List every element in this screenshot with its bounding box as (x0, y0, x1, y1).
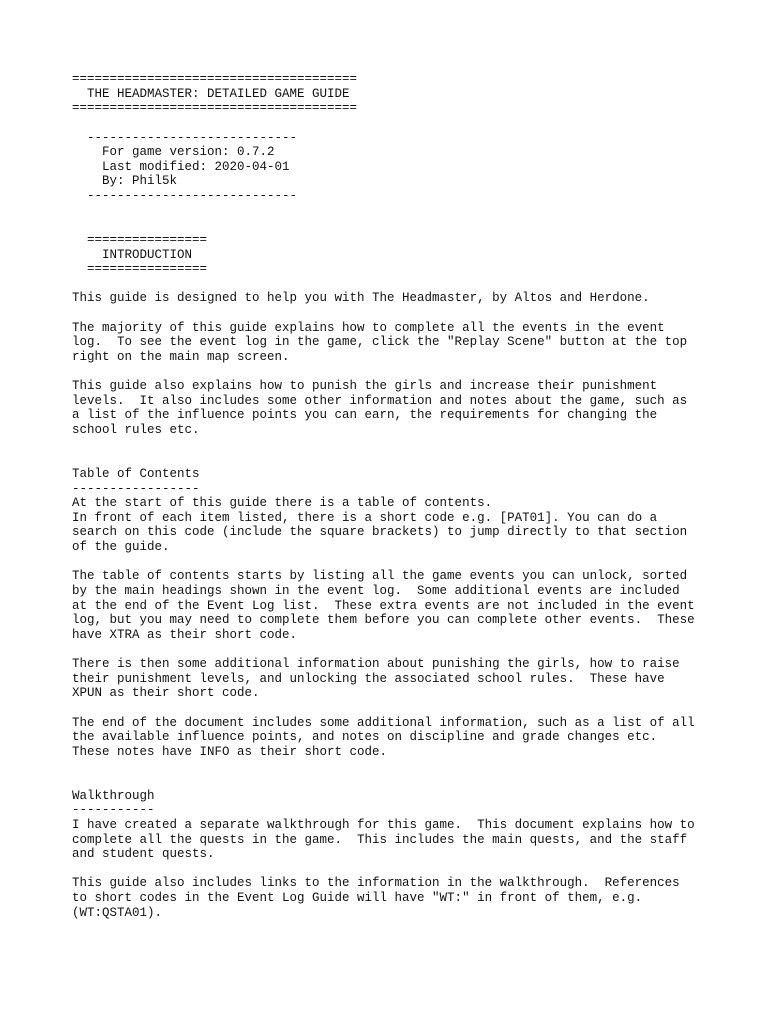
blank-line (72, 862, 732, 877)
text-line: This guide also includes links to the information in the walkthrough. References (72, 876, 680, 891)
text-line: complete all the quests in the game. This includes the main quests, and the staff (72, 832, 688, 847)
text-line: This guide is designed to help you with The Headmaster, by Altos and Herdone. (72, 291, 650, 306)
heading-rule: ====================================== (72, 101, 358, 116)
text-line: a list of the influence points you can earn, the requirements for changing the (72, 408, 658, 423)
text-line: Last modified: 2020-04-01 (72, 159, 290, 174)
blank-line (72, 116, 732, 131)
text-line: The end of the document includes some additional information, such as a list of all (72, 715, 695, 730)
section-rule: ---------------------------- (72, 189, 298, 203)
blank-line (72, 701, 732, 716)
blank-line (72, 306, 732, 321)
heading-rule: ================ (72, 232, 208, 247)
blank-line (72, 774, 732, 789)
text-line: at the end of the Event Log list. These extra events are not included in the event (72, 598, 695, 613)
text-line: INTRODUCTION (72, 247, 193, 262)
text-line: the available influence points, and notes on discipline and grade changes etc. (72, 730, 658, 745)
section-rule: ----------- (72, 803, 155, 818)
text-line: In front of each item listed, there is a short code e.g. [PAT01]. You can do a (72, 510, 658, 525)
blank-line (72, 555, 732, 570)
heading-rule: ================ (72, 262, 208, 277)
section-rule: ----------------- (72, 481, 200, 496)
document-page (72, 72, 732, 920)
text-line: (WT:QSTA01). (72, 905, 163, 920)
blank-line (72, 218, 732, 233)
text-line: The majority of this guide explains how to complete all the events in the event (72, 320, 665, 335)
blank-line (72, 452, 732, 467)
text-line: by the main headings shown in the event log. Some additional events are included (72, 583, 680, 598)
text-line: to short codes in the Event Log Guide will have "WT:" in front of them, e.g. (72, 891, 643, 905)
text-line: right on the main map screen. (72, 349, 290, 364)
blank-line (72, 365, 732, 380)
blank-line (72, 204, 732, 219)
text-line: The table of contents starts by listing all the game events you can unlock, sorted (72, 569, 688, 584)
text-line: For game version: 0.7.2 (72, 145, 275, 160)
text-line: There is then some additional information about punishing the girls, how to raise (72, 657, 680, 671)
blank-line (72, 759, 732, 774)
text-line: I have created a separate walkthrough for this game. This document explains how to (72, 817, 695, 832)
text-line: Walkthrough (72, 788, 155, 803)
blank-line (72, 642, 732, 657)
blank-line (72, 277, 732, 292)
text-line: Table of Contents (72, 466, 200, 481)
text-line: This guide also explains how to punish the girls and increase their punishment (72, 379, 658, 394)
text-line: THE HEADMASTER: DETAILED GAME GUIDE (72, 86, 350, 101)
document-text (72, 72, 732, 920)
text-line: XPUN as their short code. (72, 686, 260, 701)
text-line: By: Phil5k (72, 174, 178, 189)
text-line: log. To see the event log in the game, click the "Replay Scene" button at the top (72, 335, 688, 350)
text-line: search on this code (include the square brackets) to jump directly to that section (72, 525, 688, 540)
text-line: log, but you may need to complete them before you can complete other events. These (72, 613, 695, 628)
heading-rule: ====================================== (72, 72, 358, 86)
text-line: and student quests. (72, 847, 215, 862)
text-line: their punishment levels, and unlocking the associated school rules. These have (72, 671, 665, 686)
blank-line (72, 438, 732, 453)
text-line: At the start of this guide there is a table of contents. (72, 496, 493, 511)
text-line: have XTRA as their short code. (72, 627, 298, 642)
section-rule: ---------------------------- (72, 130, 298, 145)
text-line: school rules etc. (72, 423, 200, 437)
text-line: These notes have INFO as their short code. (72, 744, 388, 759)
text-line: of the guide. (72, 540, 170, 554)
text-line: levels. It also includes some other information and notes about the game, such as (72, 393, 688, 408)
